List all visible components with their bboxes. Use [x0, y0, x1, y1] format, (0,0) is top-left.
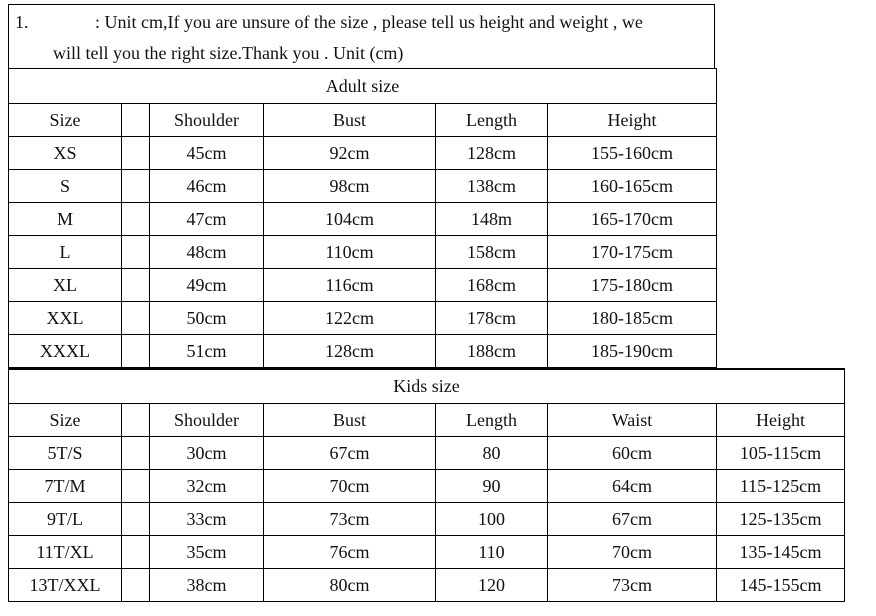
table-cell: XS: [9, 137, 122, 170]
table-cell: XL: [9, 269, 122, 302]
kids-header-cell: [122, 404, 150, 437]
table-row: [9, 269, 717, 302]
table-cell: 64cm: [548, 470, 717, 503]
table-row: [9, 437, 845, 470]
adult-header-cell: Bust: [264, 104, 436, 137]
table-cell: M: [9, 203, 122, 236]
table-cell: 76cm: [264, 536, 436, 569]
table-cell: 185-190cm: [548, 335, 717, 368]
table-cell: [122, 170, 150, 203]
table-cell: 128cm: [436, 137, 548, 170]
table-cell: 49cm: [150, 269, 264, 302]
table-cell: 98cm: [264, 170, 436, 203]
table-cell: 5T/S: [9, 437, 122, 470]
table-cell: [122, 269, 150, 302]
table-cell: XXL: [9, 302, 122, 335]
unit-note: [8, 4, 715, 68]
table-cell: 13T/XXL: [9, 569, 122, 602]
table-cell: 67cm: [548, 503, 717, 536]
adult-header-cell: Length: [436, 104, 548, 137]
table-cell: 48cm: [150, 236, 264, 269]
adult-table-body: [9, 104, 717, 368]
table-row: [9, 470, 845, 503]
table-cell: 50cm: [150, 302, 264, 335]
kids-size-title: Kids size: [9, 369, 845, 404]
kids-header-cell: Waist: [548, 404, 717, 437]
table-row: [9, 236, 717, 269]
table-row: [9, 137, 717, 170]
table-cell: [122, 335, 150, 368]
table-cell: 60cm: [548, 437, 717, 470]
kids-header-row: [9, 404, 845, 437]
table-cell: 80cm: [264, 569, 436, 602]
adult-header-row: [9, 104, 717, 137]
table-cell: 35cm: [150, 536, 264, 569]
table-cell: 73cm: [264, 503, 436, 536]
kids-size-table: [8, 368, 845, 602]
table-cell: 135-145cm: [717, 536, 845, 569]
table-cell: 92cm: [264, 137, 436, 170]
table-cell: [122, 536, 150, 569]
table-cell: 178cm: [436, 302, 548, 335]
kids-header-cell: Height: [717, 404, 845, 437]
table-cell: 128cm: [264, 335, 436, 368]
table-cell: 122cm: [264, 302, 436, 335]
table-cell: 115-125cm: [717, 470, 845, 503]
table-row: [9, 536, 845, 569]
table-cell: 9T/L: [9, 503, 122, 536]
table-cell: 155-160cm: [548, 137, 717, 170]
table-cell: 30cm: [150, 437, 264, 470]
note-line-2: will tell you the right size.Thank you . Unit (cm): [53, 43, 404, 63]
table-cell: 145-155cm: [717, 569, 845, 602]
table-cell: 188cm: [436, 335, 548, 368]
table-cell: 46cm: [150, 170, 264, 203]
kids-header-cell: Shoulder: [150, 404, 264, 437]
table-cell: [122, 569, 150, 602]
table-cell: 175-180cm: [548, 269, 717, 302]
adult-header-cell: Shoulder: [150, 104, 264, 137]
table-cell: 47cm: [150, 203, 264, 236]
table-cell: 73cm: [548, 569, 717, 602]
adult-size-title: Adult size: [9, 69, 717, 104]
table-cell: 105-115cm: [717, 437, 845, 470]
adult-header-cell: Size: [9, 104, 122, 137]
table-cell: 180-185cm: [548, 302, 717, 335]
table-row: [9, 335, 717, 368]
table-cell: 32cm: [150, 470, 264, 503]
table-cell: [122, 437, 150, 470]
table-cell: 100: [436, 503, 548, 536]
table-cell: 104cm: [264, 203, 436, 236]
table-cell: [122, 137, 150, 170]
table-row: [9, 302, 717, 335]
table-cell: 110cm: [264, 236, 436, 269]
table-cell: 70cm: [264, 470, 436, 503]
table-cell: 7T/M: [9, 470, 122, 503]
kids-header-cell: Length: [436, 404, 548, 437]
kids-header-cell: Size: [9, 404, 122, 437]
note-line-1: : Unit cm,If you are unsure of the size , please tell us height and weight , we: [95, 12, 643, 32]
table-cell: 67cm: [264, 437, 436, 470]
table-cell: 110: [436, 536, 548, 569]
table-cell: 11T/XL: [9, 536, 122, 569]
table-cell: 116cm: [264, 269, 436, 302]
adult-header-cell: [122, 104, 150, 137]
table-cell: 168cm: [436, 269, 548, 302]
table-cell: L: [9, 236, 122, 269]
adult-size-table: [8, 68, 717, 368]
table-cell: [122, 302, 150, 335]
table-row: [9, 503, 845, 536]
table-cell: 158cm: [436, 236, 548, 269]
note-number: 1.: [15, 12, 29, 32]
table-cell: S: [9, 170, 122, 203]
table-cell: 160-165cm: [548, 170, 717, 203]
table-cell: 38cm: [150, 569, 264, 602]
table-cell: [122, 236, 150, 269]
table-cell: [122, 470, 150, 503]
table-cell: 125-135cm: [717, 503, 845, 536]
table-cell: 148m: [436, 203, 548, 236]
table-cell: 45cm: [150, 137, 264, 170]
table-cell: [122, 203, 150, 236]
table-cell: 165-170cm: [548, 203, 717, 236]
table-cell: 90: [436, 470, 548, 503]
table-cell: 170-175cm: [548, 236, 717, 269]
table-cell: XXXL: [9, 335, 122, 368]
table-row: [9, 203, 717, 236]
table-cell: 120: [436, 569, 548, 602]
table-cell: 33cm: [150, 503, 264, 536]
kids-header-cell: Bust: [264, 404, 436, 437]
table-row: [9, 170, 717, 203]
table-row: [9, 569, 845, 602]
adult-header-cell: Height: [548, 104, 717, 137]
table-cell: 70cm: [548, 536, 717, 569]
table-cell: 80: [436, 437, 548, 470]
table-cell: 51cm: [150, 335, 264, 368]
table-cell: 138cm: [436, 170, 548, 203]
kids-table-body: [9, 404, 845, 602]
table-cell: [122, 503, 150, 536]
